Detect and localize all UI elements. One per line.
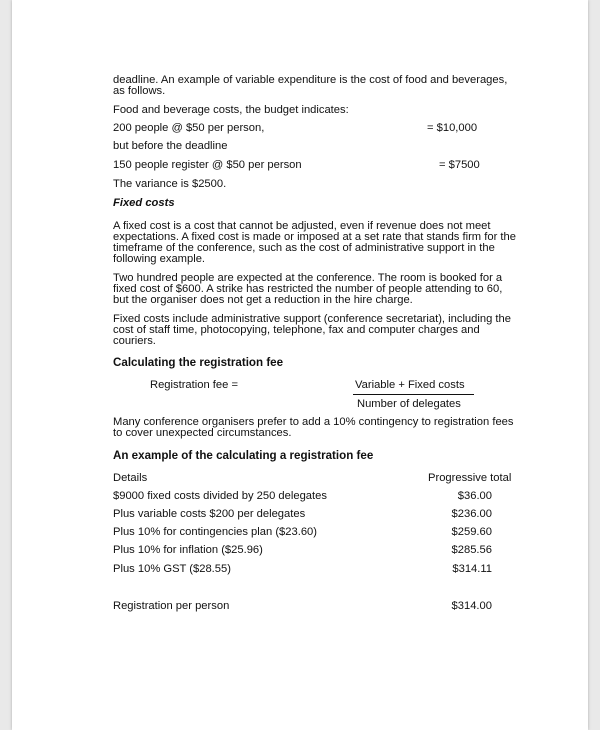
paragraph-line: to cover unexpected circumstances. [113,427,292,439]
paragraph-line: fixed cost of $600. A strike has restricted the number of people attending to 60, [113,283,503,295]
deadline-text: but before the deadline [113,140,228,152]
table-row-total: $259.60 [451,526,492,538]
formula-numerator: Variable + Fixed costs [355,379,465,391]
document-content [12,0,588,730]
variance-text: The variance is $2500. [113,178,227,190]
intro-line: as follows. [113,85,166,97]
table-header-details: Details [113,472,148,484]
table-header-total: Progressive total [428,472,512,484]
section-heading: An example of the calculating a registration fee [113,449,374,462]
table-row-detail: Plus 10% for inflation ($25.96) [113,544,263,556]
table-row-detail: Plus variable costs $200 per delegates [113,508,306,520]
formula-denominator: Number of delegates [357,398,461,410]
budget-row-text: 150 people register @ $50 per person [113,159,302,171]
paragraph-line: following example. [113,253,206,265]
fraction-divider [353,394,474,395]
table-row-total: $285.56 [451,544,492,556]
formula-label: Registration fee = [150,379,238,391]
paragraph-line: Two hundred people are expected at the conference. The room is booked for a [113,272,503,284]
section-heading: Calculating the registration fee [113,356,284,369]
budget-label: Food and beverage costs, the budget indicates: [113,104,349,116]
paragraph-line: expectations. A fixed cost is made or imposed at a set rate that stands firm for the [113,231,516,243]
document-page [12,0,588,730]
paragraph-line: but the organiser does not get a reduction in the hire charge. [113,294,413,306]
table-row-detail: Plus 10% GST ($28.55) [113,563,231,575]
paragraph-line: Many conference organisers prefer to add a 10% contingency to registration fees [113,416,514,428]
table-row-detail: Plus 10% for contingencies plan ($23.60) [113,526,317,538]
budget-row-value: = $10,000 [427,122,478,134]
paragraph-line: timeframe of the conference, such as the cost of administrative support in the [113,242,495,254]
per-person-value: $314.00 [451,600,492,612]
paragraph-line: A fixed cost is a cost that cannot be adjusted, even if revenue does not meet [113,220,491,232]
table-row-total: $314.11 [452,563,492,575]
table-row-total: $236.00 [451,508,492,520]
intro-line: deadline. An example of variable expenditure is the cost of food and beverages, [113,74,508,86]
paragraph-line: cost of staff time, photocopying, telephone, fax and computer charges and [113,324,480,336]
table-row-total: $36.00 [457,490,492,502]
budget-row-text: 200 people @ $50 per person, [113,122,265,134]
fixed-costs-heading: Fixed costs [113,197,175,209]
table-row-detail: $9000 fixed costs divided by 250 delegates [113,490,327,502]
per-person-label: Registration per person [113,600,230,612]
budget-row-value: = $7500 [439,159,480,171]
paragraph-line: couriers. [113,335,156,347]
paragraph-line: Fixed costs include administrative support (conference secretariat), including the [113,313,511,325]
